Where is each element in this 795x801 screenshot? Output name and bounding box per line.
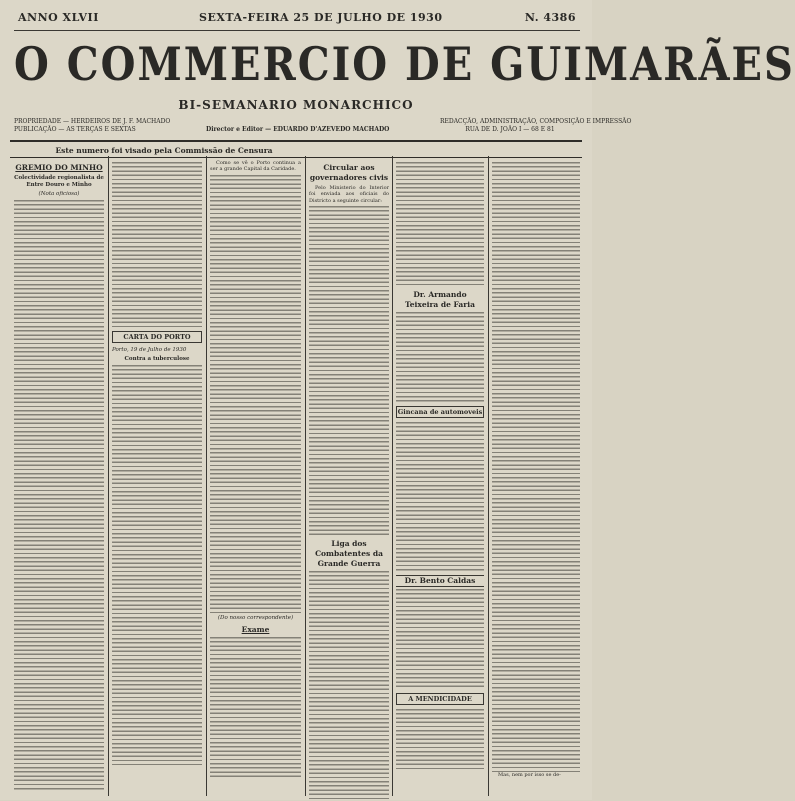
column-divider [488, 156, 489, 796]
article-text [492, 162, 580, 772]
article-subheading: Colectividade regionalista de Entre Douro e Minho [14, 175, 104, 188]
column-1 [14, 160, 104, 795]
article-note: (Nota oficiosa) [38, 191, 80, 197]
publisher-info [14, 118, 170, 134]
header-rule [10, 140, 582, 142]
column-divider [392, 156, 393, 796]
column-divider [206, 156, 207, 796]
publication-line: PUBLICAÇÃO — AS TERÇAS E SEXTAS [14, 126, 136, 133]
column-2 [112, 160, 202, 795]
office-line: REDACÇÃO, ADMINISTRAÇÃO, COMPOSIÇÃO E IMPRESSÃO [440, 118, 632, 125]
dateline: Porto, 19 de Julho de 1930 [112, 347, 187, 353]
issue-number: N. 4386 [524, 11, 576, 24]
article-text [396, 312, 484, 402]
article-opening: Como se vê o Porto continua a ser a grande Capital da Caridade. [210, 160, 301, 173]
article-text [210, 175, 301, 615]
article-text [309, 206, 389, 536]
article-opening: Pelo Ministerio do Interior foi enviada aos oficiais do Districto a seguinte circular: [309, 185, 389, 204]
article-text [112, 365, 202, 765]
column-5 [396, 160, 484, 795]
article-subheading: Contra a tuberculose [124, 356, 190, 362]
mendicidade-heading: A MENDICIDADE [396, 693, 484, 705]
property-line: PROPRIEDADE — HERDEIROS DE J. F. MACHADO [14, 118, 171, 125]
column-divider [108, 156, 109, 796]
liga-heading: Liga dos Combatentes da Grande Guerra [315, 539, 383, 569]
article-text [396, 162, 484, 287]
masthead-title: O COMMERCIO DE GUIMARÃES [14, 37, 795, 92]
column-6 [492, 160, 580, 795]
gincana-heading: Gincana de automoveis [397, 408, 483, 416]
article-text [14, 200, 104, 790]
header-bar [14, 8, 580, 31]
column-3 [210, 160, 301, 795]
address-line: RUA DE D. JOÃO I — 68 E 81 [465, 126, 555, 133]
article-text [396, 709, 484, 769]
article-text [112, 162, 202, 327]
article-text [309, 571, 389, 801]
director-line: Director e Editor — EDUARDO D'AZEVEDO MACHADO [206, 126, 390, 133]
masthead-subtitle: BI-SEMANARIO MONARCHICO [178, 98, 414, 112]
correspondent-note: (Do nosso correspondente) [217, 614, 294, 621]
censorship-notice: Este numero foi visado pela Commissão de Censura [55, 146, 273, 155]
circular-heading: Circular aos governadores civis [309, 163, 389, 182]
caldas-heading: Dr. Bento Caldas [396, 575, 484, 587]
article-text [396, 422, 484, 572]
article-text [396, 589, 484, 689]
carta-do-porto-heading: CARTA DO PORTO [112, 331, 202, 343]
volume-label: ANNO XLVII [18, 11, 99, 24]
masthead [14, 34, 795, 96]
teixeira-heading: Dr. Armando Teixeira de Faria [405, 290, 475, 309]
address-info [440, 118, 632, 134]
column-footer: Mas, nem por isso se de- [498, 772, 561, 778]
column-divider [305, 156, 306, 796]
exame-heading: Exame [241, 624, 270, 634]
notice-rule [10, 157, 582, 158]
article-text [210, 637, 301, 777]
article-heading: GREMIO DO MINHO [15, 163, 103, 172]
date-label: SEXTA-FEIRA 25 DE JULHO DE 1930 [199, 11, 443, 24]
column-4 [309, 160, 389, 795]
